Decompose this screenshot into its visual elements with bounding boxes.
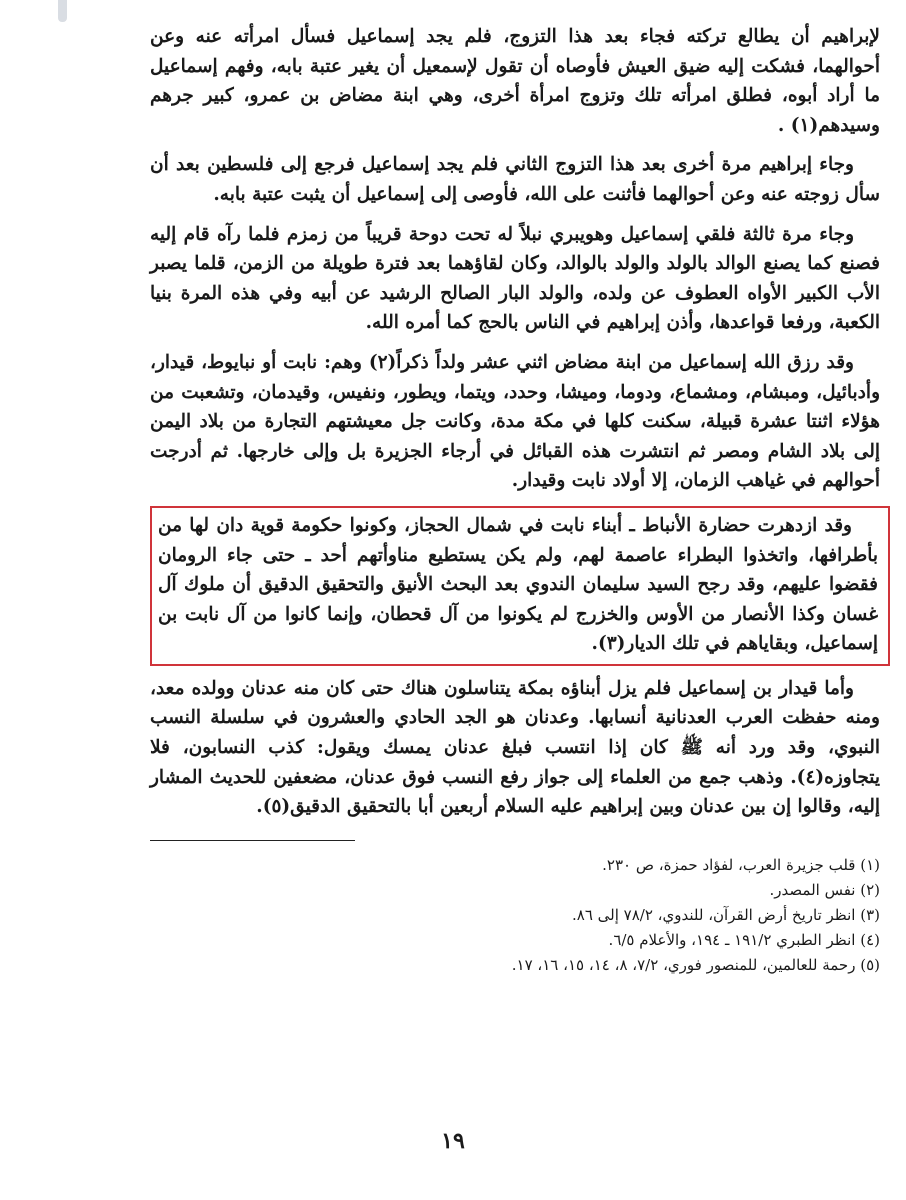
- footnotes: [150, 853, 880, 978]
- paragraph-6: وأما قيدار بن إسماعيل فلم يزل أبناؤه بمكة يتناسلون هناك حتى كان منه عدنان وولده معد، ومنه حفظت العرب العدنانية أنسابها. وعدنان هو الجد الحادي والعشرون في سلسلة النسب النبوي، وقد ورد أنه ﷺ كان إذا انتسب فبلغ عدنان يمسك ويقول: كذب النسابون، فلا يتجاوزه(٤). وذهب جمع من العلماء إلى جواز رفع النسب فوق عدنان، مضعفين للحديث المشار إليه، وقالوا إن بين عدنان وبين إبراهيم عليه السلام أربعين أبا بالتحقيق الدقيق(٥).: [150, 677, 880, 818]
- highlighted-passage-box: [150, 506, 890, 666]
- paragraph-5-nabataeans: وقد ازدهرت حضارة الأنباط ـ أبناء نابت في شمال الحجاز، وكونوا حكومة قوية دان لها من بأطرافها، واتخذوا البطراء عاصمة لهم، ولم يكن يستطيع مناوأتهم أحد ـ حتى جاء الرومان فقضوا عليهم، وقد رجح السيد سليمان الندوي بعد البحث الأنيق والتحقيق الدقيق أن ملوك آل غسان وكذا الأنصار من الأوس والخزرج لم يكونوا من آل قحطان، وإنما كانوا من آل نابت بن إسماعيل، وبقاياهم في تلك الديار(٣).: [158, 514, 878, 655]
- paragraph-3: وجاء مرة ثالثة فلقي إسماعيل وهويبري نبلاً له تحت دوحة قريباً من زمزم فلما رآه قام إليه فصنع كما يصنع الوالد بالولد والولد بالوالد، وكان لقاؤهما بعد فترة طويلة من الزمن، قلما يصبر الأب الكبير الأواه العطوف عن ولده، والولد البار الصالح الرشيد عن أبيه وفي هذه المرة بنيا الكعبة، ورفعا قواعدها، وأذن إبراهيم في الناس بالحج كما أمره الله.: [150, 223, 880, 334]
- footnote-4: (٤) انظر الطبري ١٩١/٢ ـ ١٩٤، والأعلام ٦/٥.: [608, 930, 880, 949]
- footnote-5: (٥) رحمة للعالمين، للمنصور فوري، ٧/٢، ٨، ١٤، ١٥، ١٦، ١٧.: [511, 955, 880, 974]
- footnote-2: (٢) نفس المصدر.: [769, 880, 880, 899]
- paragraph-2: وجاء إبراهيم مرة أخرى بعد هذا التزوج الثاني فلم يجد إسماعيل فرجع إلى فلسطين بعد أن سأل زوجته عنه وعن أحوالهما فأثنت على الله، فأوصى إلى إسماعيل أن يثبت عتبة بابه.: [150, 154, 880, 205]
- footnote-3: (٣) انظر تاريخ أرض القرآن، للندوي، ٧٨/٢ إلى ٨٦.: [571, 905, 880, 924]
- book-page: [150, 22, 880, 978]
- paragraph-1: لإبراهيم أن يطالع تركته فجاء بعد هذا التزوج، فلم يجد إسماعيل فسأل امرأته عنه وعن أحوالهما، فشكت إليه ضيق العيش فأوصاه أن تقول لإسمعيل أن يغير عتبة بابه، وفهم إسماعيل ما أراد أبوه، فطلق امرأته تلك وتزوج امرأة أخرى، وهي ابنة مضاض بن عمرو، كبير جرهم وسيدهم(١) .: [150, 26, 880, 136]
- footnote-divider: [150, 840, 355, 841]
- footnote-1: (١) قلب جزيرة العرب، لفؤاد حمزة، ص ٢٣٠.: [602, 855, 880, 874]
- scrollbar-edge[interactable]: [58, 0, 67, 22]
- paragraph-4: وقد رزق الله إسماعيل من ابنة مضاض اثني عشر ولداً ذكراً(٢) وهم: نابت أو نبايوط، قيدار، وأدبائيل، ومبشام، ومشماع، ودوما، وميشا، وحدد، ويتما، ويطور، ونفيس، وقيدمان، وتشعبت من هؤلاء اثنتا عشرة قبيلة، سكنت كلها في مكة مدة، وكانت جل معيشتهم التجارة من بلاد اليمن إلى بلاد الشام ومصر ثم انتشرت هذه القبائل في أرجاء الجزيرة بل وإلى خارجها. ثم أدرجت أحوالهم في غياهب الزمان، إلا أولاد نابت وقيدار.: [150, 351, 880, 492]
- page-number: ١٩: [441, 1128, 465, 1154]
